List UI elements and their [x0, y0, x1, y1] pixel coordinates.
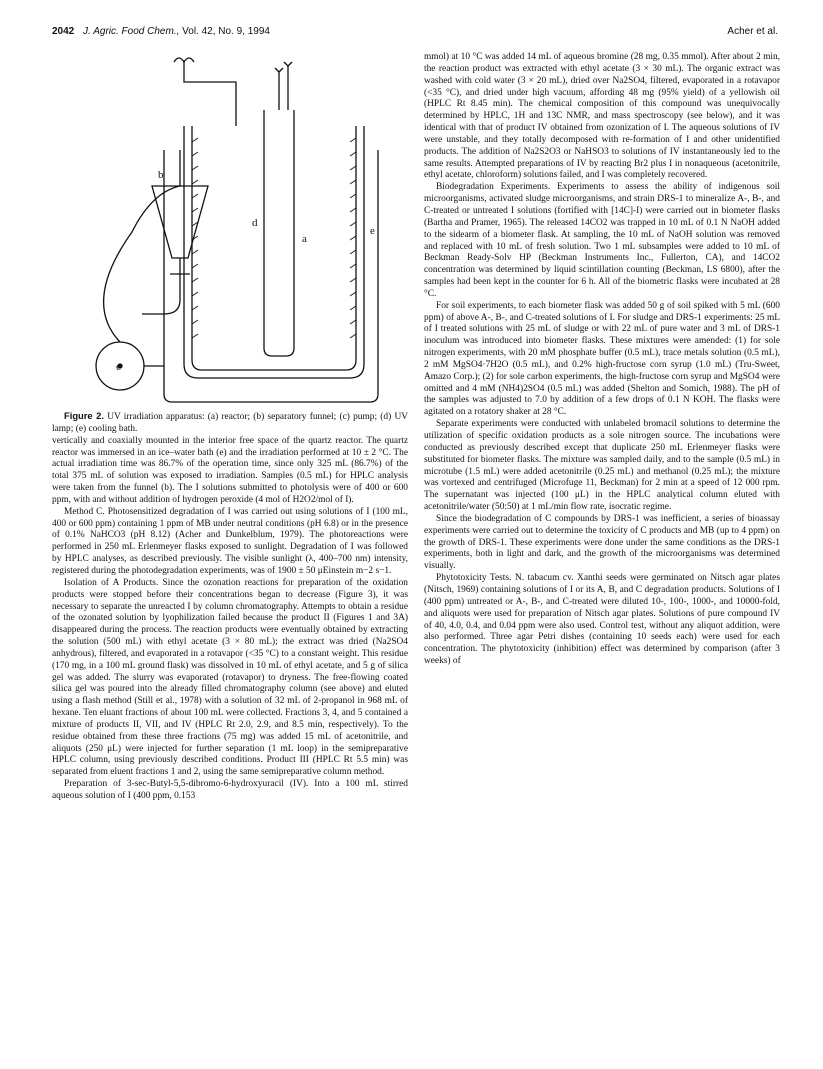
left-paragraph-1: vertically and coaxially mounted in the interior free space of the quartz reactor. The quartz reactor was immersed in an ice–water bath (e) and the irradiation performed at 10 ± 2 °C. The actual irradiation time was 86.7% of the operation time, since only 325 mL (86.7%) of the total 375 mL of solution was exposed to irradiation. Samples (0.5 mL) for HPLC analysis were taken from the funnel (b). The I solutions submitted to photolysis were of 400 or 600 ppm, with and without addition of hydrogen peroxide (4 mol of H2O2/mol of I).	[52, 435, 408, 505]
label-b: b	[158, 169, 164, 181]
volume-issue: Vol. 42, No. 9, 1994	[182, 26, 270, 37]
right-paragraph-1: mmol) at 10 °C was added 14 mL of aqueous bromine (28 mg, 0.35 mmol). After about 2 min, the reaction product was extracted with ethyl acetate (3 × 30 mL). The organic extract was washed with cold water (3 × 20 mL), dried over Na2SO4, filtered, evaporated in a rotavapor (<35 °C), and dried under high vacuum, affording 48 mg (95% yield) of a yellowish oil (HPLC Rt 8.45 min). The chemical composition of this compound was unequivocally determined by HPLC, 1H and 13C NMR, and mass spectroscopy (see below), and it was identical with that of product IV obtained from ozonization of I. The aqueous solutions of IV were unstable, and they totally decomposed with re-formation of I and other unidentified products. The addition of Na2S2O3 or NaHSO3 to solutions of IV instantaneously led to the same results. Attempted preparations of IV by reacting Br2 plus I in nonaqueous (acetonitrile, ethyl acetate, chloroform) solutions failed, and I was completely recovered.	[424, 52, 780, 181]
right-paragraph-5: Since the biodegradation of C compounds by DRS-1 was inefficient, a series of bioassay experiments were carried out to determine the toxicity of C products and MB (up to 4 ppm) on the growth of DRS-1. These experiments were done under the same conditions as the DRS-1 experiments, both in light and dark, and the growth of the microorganisms was determined visually.	[424, 513, 780, 572]
header-authors: Acher et al.	[727, 26, 778, 37]
wall-hatching	[192, 138, 356, 338]
label-e: e	[370, 225, 375, 237]
separatory-funnel	[152, 186, 208, 258]
left-paragraph-4: Preparation of 3-sec-Butyl-5,5-dibromo-6-hydroxyuracil (IV). Into a 100 mL stirred aqueous solution of I (400 ppm, 0.153	[52, 779, 408, 801]
cooling-bath	[164, 150, 378, 402]
label-c: c	[116, 361, 121, 373]
journal-name: J. Agric. Food Chem.,	[83, 26, 180, 37]
reactor-inner-wall	[192, 126, 356, 370]
apparatus-diagram	[52, 52, 408, 410]
right-paragraph-2: Biodegradation Experiments. Experiments to assess the ability of indigenous soil microorganisms, activated sludge microorganisms, and strain DRS-1 to mineralize A-, B-, and C-treated or untreated I solutions (fortified with [14C]-I) were carried out in biometer flasks (Bartha and Pramer, 1965). The released 14CO2 was trapped in 10 mL of 0.1 N NaOH added to the sidearm of a biometer flask. At sampling, the 10 mL of NaOH solution was removed and replaced with 10 mL of fresh solution. Two 1 mL subsamples were added to 10 mL of Beckman Ready-Solv HP (Beckman Instruments Inc., Fullerton, CA), and 14CO2 concentration was determined by liquid scintillation counting (Beckman, LS 6800), after the samples had been kept in the counter for 6 h. All of the biometric flasks were incubated at 28 °C.	[424, 182, 780, 299]
uv-lamp	[264, 110, 294, 356]
running-header	[52, 26, 778, 42]
label-a: a	[302, 233, 307, 245]
figure-2	[52, 52, 408, 410]
label-d: d	[252, 217, 258, 229]
left-paragraph-3: Isolation of A Products. Since the ozonation reactions for preparation of the oxidation products were stopped before their concentrations began to decrease (Figure 3), it was necessary to separate the unreacted I by column chromatography. Attempts to obtain a residue of the ozonated solution by lyophilization failed because the product II (Figures 1 and 3A) disappeared during the process. The reaction products were eventually obtained by extracting the solution (500 mL) with ethyl acetate (3 × 80 mL); the extract was dried (Na2SO4 anhydrous), filtered, and evaporated in a rotavapor (<35 °C) to a constant weight. This residue (170 mg, in a 100 mL ground flask) was dissolved in 10 mL of ethyl acetate, and 5 g of silica gel was added. The slurry was evaporated (rotavapor) to dryness. The free-flowing coated silica gel was poured into the already filled chromatography column (see above) and eluted using a flash method (Still et al., 1978) with a solution of 32 mL of 2-propanol in 968 mL of hexane. Ten eluant fractions of about 100 mL were collected. Fractions 3, 4, and 5 contained a mixture of products II, VII, and IV (HPLC Rt 2.0, 2.9, and 8.5 min, respectively). To the residue obtained from these three fractions (75 mg) was added 15 mL of acetonitrile, and aliquots (250 μL) were injected for further separation (1 mL loop) in the semipreparative HPLC column, using previously described conditions. Product III (HPLC Rt 5.5 min) was separated from eluent fractions 1 and 2, using the same semipreparative column method.	[52, 577, 408, 778]
right-paragraph-6: Phytotoxicity Tests. N. tabacum cv. Xanthi seeds were germinated on Nitsch agar plates (Nitsch, 1969) containing solutions of I or its A, B, and C degradation products. Solutions of I (400 ppm) untreated or A-, B-, and C-treated were diluted 10-, 100-, 1000-, and 10000-fold, and aliquots were used for preparation of Nitsch agar plates. Solutions of pure compound IV of 40, 4.0, 0.4, and 0.04 ppm were also used. Control test, without any aliquot addition, were also performed. Three agar Petri dishes (containing 10 seeds each) were used for each concentration. The phytotoxicity (inhibition) effect was determined by comparison (after 3 weeks) of	[424, 573, 780, 667]
left-paragraph-2: Method C. Photosensitized degradation of I was carried out using solutions of I (100 mL, 400 or 600 ppm) containing 1 ppm of MB under neutral conditions (pH 6.8) or in the presence of 0.1% NaHCO3 (pH 8.12) (Acher and Dunkelblum, 1979). The photoreactions were performed in 250 mL Erlenmeyer flasks exposed to sunlight. Degradation of I was followed by HPLC analyses, as described previously. The visible sunlight (λ, 400–700 nm) intensity, registered during the photodegradation experiments, was of 1900 ± 50 μEinstein m−2 s−1.	[52, 506, 408, 576]
figure-caption	[52, 410, 408, 436]
right-column	[424, 52, 780, 668]
header-left	[52, 26, 270, 37]
left-column	[52, 52, 408, 803]
right-paragraph-4: Separate experiments were conducted with unlabeled bromacil solutions to determine the utilization of specific oxidation products as a sole nitrogen source. The incubations were conducted as previously described except that duplicate 250 mL Erlenmeyer flasks were substituted for biometer flasks. The mixture was sampled daily, and to the sample (0.5 mL) in microtube (1.5 mL) were added acetonitrile (0.25 mL) and methanol (0.25 mL); the mixture was vortexed and centrifuged (Microfuge 11, Beckman) for 2 min at a speed of 12 000 rpm. The supernatant was injected (100 μL) in the HPLC analytical column eluted with acetonitrile/water (50:50) at 1 mL/min flow rate, isocratic regime.	[424, 419, 780, 513]
page-number: 2042	[52, 26, 75, 37]
caption-label: Figure 2.	[64, 410, 104, 421]
caption-text: UV irradiation apparatus: (a) reactor; (b) separatory funnel; (c) pump; (d) UV lamp; (e) cooling bath.	[52, 412, 408, 434]
reactor-outer	[184, 126, 364, 378]
right-paragraph-3: For soil experiments, to each biometer flask was added 50 g of soil spiked with 5 mL (600 ppm) of above A-, B-, and C-treated solutions of I. For sludge and DRS-1 experiments: 25 mL of I treated solutions with 25 mL of sludge or with 22 mL of pure water and 3 mL of DRS-1 inoculum was introduced into biometer flasks. These mixtures were amended: (1) for sole nitrogen experiments, with 20 mM phosphate buffer (0.5 mL), trace metals solution (0.5 mL), 2 mM MgSO4·7H2O (0.5 mL), and 0.2% high-fructose corn syrup (1.0 mL) (Tru-Sweet, Amazo Corp.); (2) for sole carbon experiments, the high-fructose corn syrup and MgSO4 were omitted and 4 mM (NH4)2SO4 (0.5 mL) was added (Shelton and Somich, 1988). The pH of the samples was adjusted to 7.0 by addition of a few drops of 0.1 N KOH. The flasks were agitated on a rotatory shaker at 28 °C.	[424, 300, 780, 418]
